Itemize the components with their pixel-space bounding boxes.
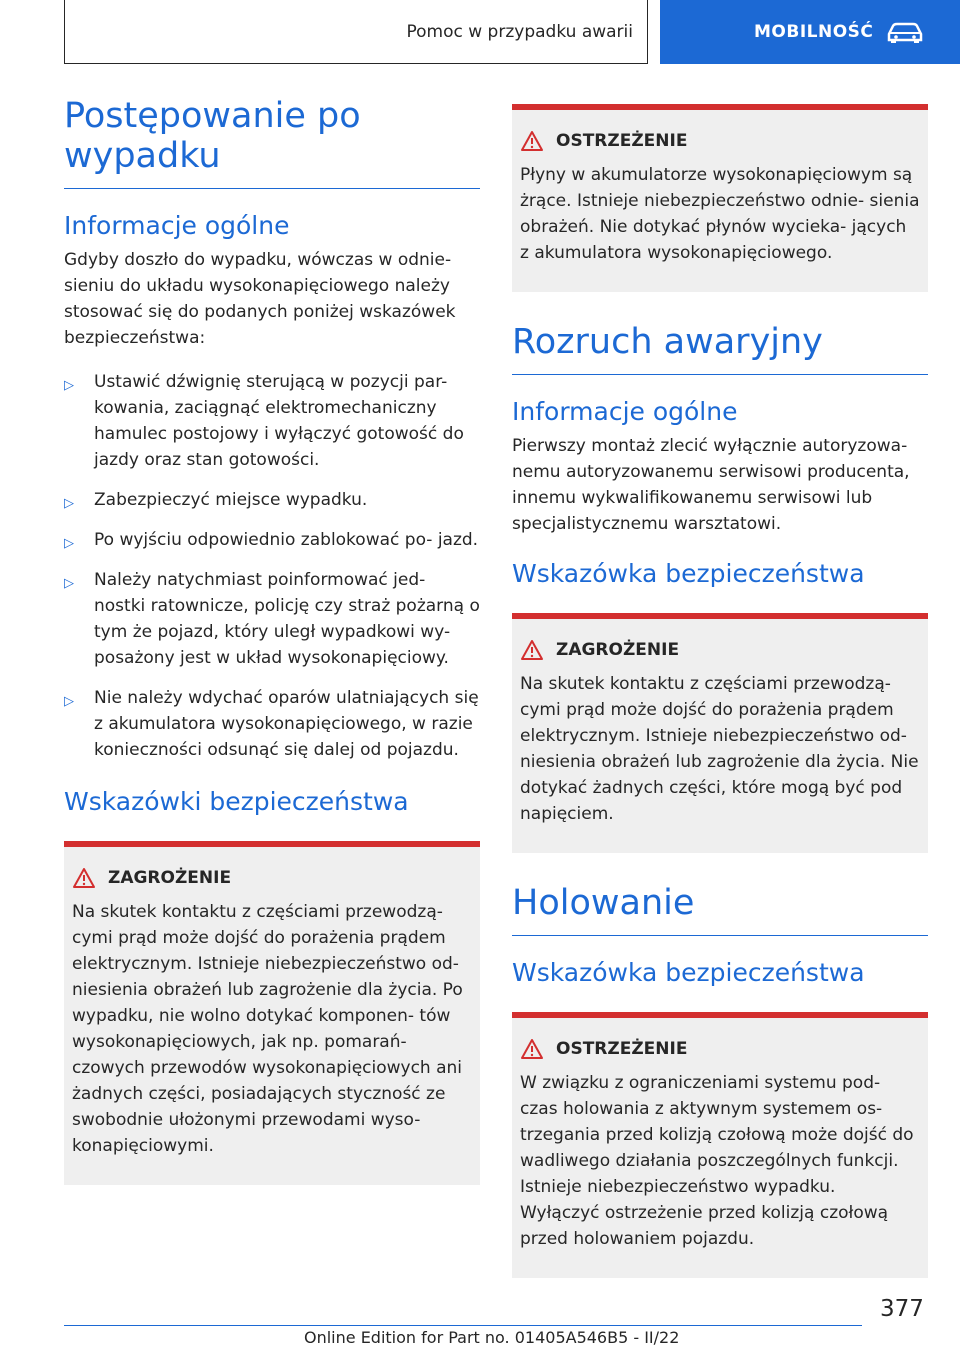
list-item: ▷ Po wyjściu odpowiednio zablokować po- jazd. xyxy=(64,527,480,553)
list-item: ▷ Ustawić dźwignię sterującą w pozycji par- kowania, zaciągnąć elektromechaniczny hamulec postojowy i wyłączyć gotowość do jazdy oraz stan gotowości. xyxy=(64,372,464,470)
warning-title: OSTRZEŻENIE xyxy=(556,1039,688,1059)
triangle-bullet-icon: ▷ xyxy=(64,378,74,393)
warning-triangle-icon xyxy=(520,130,544,152)
warning-triangle-icon xyxy=(520,1038,544,1060)
car-icon xyxy=(885,20,925,44)
left-column xyxy=(64,96,480,1185)
warning-text: Na skutek kontaktu z częściami przewodzą- cymi prąd może dojść do porażenia prądem elektrycznym. Istnieje niebezpieczeństwo od- niesienia obrażeń lub zagrożenie dla życia. Nie dotykać żadnych części, które mogą być pod napięciem. xyxy=(520,674,919,824)
triangle-bullet-icon: ▷ xyxy=(64,694,74,709)
running-header-chapter xyxy=(660,0,960,64)
list-item: ▷ Zabezpieczyć miejsce wypadku. xyxy=(64,487,480,513)
triangle-bullet-icon: ▷ xyxy=(64,576,74,591)
list-item: ▷ Należy natychmiast poinformować jed- nostki ratownicze, policję czy straż pożarną o tym że pojazd, który uległ wypadkowi wy- posażony jest w układ wysokonapięciowy. xyxy=(64,570,480,668)
heading-general-info: Informacje ogólne xyxy=(512,397,738,426)
steps-list xyxy=(64,369,480,763)
page-number: 377 xyxy=(880,1296,924,1322)
footer-edition: Online Edition for Part no. 01405A546B5 - II/22 xyxy=(304,1328,680,1347)
chapter-title: MOBILNOŚĆ xyxy=(754,22,874,42)
warning-text: W związku z ograniczeniami systemu pod- czas holowania z aktywnym systemem os- trzegania przed kolizją czołową może dojść do wadliwego działania poszczególnych funkcji. Istnieje niebezpieczeństwo wypadku. Wyłączyć ostrzeżenie przed kolizją czołową przed holowaniem pojazdu. xyxy=(520,1073,914,1249)
heading-after-accident: Postępowanie po wypadku xyxy=(64,96,480,189)
footer-divider xyxy=(64,1325,862,1326)
warning-box-towing xyxy=(512,1012,928,1278)
heading-safety-note: Wskazówka bezpieczeństwa xyxy=(512,958,865,987)
section-title: Pomoc w przypadku awarii xyxy=(406,21,633,42)
warning-title: OSTRZEŻENIE xyxy=(556,131,688,151)
warning-title: ZAGROŻENIE xyxy=(556,640,680,660)
intro-paragraph: Gdyby doszło do wypadku, wówczas w odnie- sieniu do układu wysokonapięciowego należy stosować się do podanych poniżej wskazówek bezpieczeństwa: xyxy=(64,250,456,348)
warning-box-danger xyxy=(64,841,480,1185)
heading-general-info: Informacje ogólne xyxy=(64,211,290,240)
heading-safety-note: Wskazówka bezpieczeństwa xyxy=(512,559,865,588)
list-item: ▷ Nie należy wdychać oparów ulatniających się z akumulatora wysokonapięciowego, w razie konieczności odsunąć się dalej od pojazdu. xyxy=(64,688,479,760)
warning-box-danger xyxy=(512,613,928,853)
warning-text: Na skutek kontaktu z częściami przewodzą- cymi prąd może dojść do porażenia prądem elektrycznym. Istnieje niebezpieczeństwo od- niesienia obrażeń lub zagrożenie dla życia. Po wypadku, nie wolno dotykać komponen- tów wysokonapięciowych, jak np. pomarań- czowych przewodów wysokonapięciowych ani żadnych części, posiadających styczność ze swobodnie ułożonymi przewodami wyso- konapięciowymi. xyxy=(72,902,463,1156)
heading-jump-start: Rozruch awaryjny xyxy=(512,322,928,375)
heading-safety-notes: Wskazówki bezpieczeństwa xyxy=(64,787,409,816)
right-column xyxy=(512,104,928,1278)
running-header-section xyxy=(64,0,648,64)
warning-triangle-icon xyxy=(72,867,96,889)
warning-triangle-icon xyxy=(520,639,544,661)
jump-start-paragraph: Pierwszy montaż zlecić wyłącznie autoryzowa- nemu autoryzowanemu serwisowi producenta, innemu wykwalifikowanemu serwisowi lub specjalistycznemu warsztatowi. xyxy=(512,436,910,534)
warning-text: Płyny w akumulatorze wysokonapięciowym są żrące. Istnieje niebezpieczeństwo odnie- sienia obrażeń. Nie dotykać płynów wycieka- jących z akumulatora wysokonapięciowego. xyxy=(520,165,920,263)
warning-box-electrolyte xyxy=(512,104,928,292)
triangle-bullet-icon: ▷ xyxy=(64,536,74,551)
warning-title: ZAGROŻENIE xyxy=(108,868,232,888)
triangle-bullet-icon: ▷ xyxy=(64,496,74,511)
heading-towing: Holowanie xyxy=(512,883,928,936)
